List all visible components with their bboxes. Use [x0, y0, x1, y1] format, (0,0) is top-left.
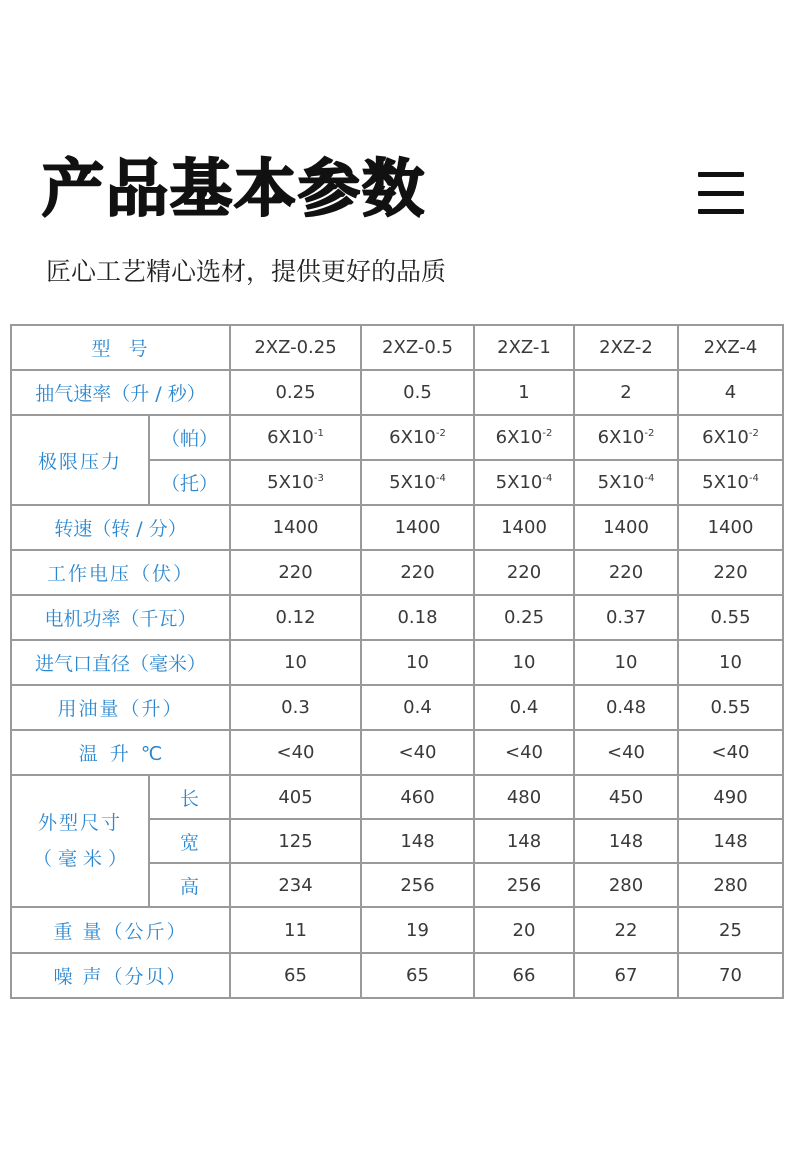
menu-bar-middle — [698, 191, 744, 196]
value-cell: <40 — [361, 730, 474, 775]
value-cell: 0.12 — [230, 595, 361, 640]
sub-label-height: 高 — [149, 863, 230, 907]
value-base: 6X10 — [389, 427, 436, 448]
value-cell: 256 — [474, 863, 574, 907]
dimensions-label-line1: 外型尺寸 — [37, 811, 122, 834]
table-row — [11, 775, 783, 819]
value-base: 5X10 — [267, 472, 314, 493]
model-cell: 2XZ-0.25 — [230, 325, 361, 370]
value-exp: -2 — [748, 428, 759, 439]
value-cell: 125 — [230, 819, 361, 863]
value-cell: <40 — [230, 730, 361, 775]
value-cell: 66 — [474, 953, 574, 998]
table-row — [11, 730, 783, 775]
row-label-model: 型 号 — [11, 325, 230, 370]
value-cell — [678, 460, 783, 505]
row-label-oil-volume: 用油量（升） — [11, 685, 230, 730]
value-cell: 0.4 — [361, 685, 474, 730]
value-cell: 0.37 — [574, 595, 678, 640]
page-title: 产品基本参数 — [42, 152, 427, 225]
value-cell: 0.4 — [474, 685, 574, 730]
value-cell: 220 — [574, 550, 678, 595]
table-row — [11, 685, 783, 730]
value-cell: 67 — [574, 953, 678, 998]
value-cell: 220 — [678, 550, 783, 595]
row-label-weight: 重 量（公斤） — [11, 907, 230, 953]
row-label-inlet-diameter: 进气口直径（毫米） — [11, 640, 230, 685]
table-row — [11, 640, 783, 685]
value-cell: 148 — [361, 819, 474, 863]
value-cell: 220 — [474, 550, 574, 595]
value-cell: 280 — [678, 863, 783, 907]
table-row — [11, 550, 783, 595]
hamburger-menu-icon[interactable] — [698, 172, 744, 214]
table-row-model — [11, 325, 783, 370]
value-exp: -4 — [542, 473, 553, 484]
value-exp: -3 — [313, 473, 324, 484]
value-cell: 4 — [678, 370, 783, 415]
sub-label-pa: （帕） — [149, 415, 230, 460]
value-exp: -2 — [435, 428, 446, 439]
value-cell: 1400 — [474, 505, 574, 550]
value-base: 5X10 — [389, 472, 436, 493]
value-cell: 10 — [230, 640, 361, 685]
value-cell: <40 — [574, 730, 678, 775]
value-exp: -4 — [748, 473, 759, 484]
value-cell: 10 — [474, 640, 574, 685]
value-cell: 0.25 — [230, 370, 361, 415]
row-label-rotation-speed: 转速（转 / 分） — [11, 505, 230, 550]
value-cell: 405 — [230, 775, 361, 819]
value-cell — [574, 415, 678, 460]
model-cell: 2XZ-4 — [678, 325, 783, 370]
table-row — [11, 415, 783, 460]
value-cell — [678, 415, 783, 460]
page-subtitle: 匠心工艺精心选材，提供更好的品质 — [46, 257, 447, 286]
value-base: 6X10 — [267, 427, 314, 448]
value-cell: 10 — [574, 640, 678, 685]
value-cell: 0.3 — [230, 685, 361, 730]
row-label-noise: 噪 声（分贝） — [11, 953, 230, 998]
model-cell: 2XZ-0.5 — [361, 325, 474, 370]
value-exp: -2 — [542, 428, 553, 439]
value-cell: 0.55 — [678, 685, 783, 730]
value-exp: -2 — [644, 428, 655, 439]
value-cell: 10 — [678, 640, 783, 685]
row-label-ultimate-pressure: 极限压力 — [11, 415, 149, 505]
spec-table — [10, 324, 784, 999]
value-cell: 490 — [678, 775, 783, 819]
value-cell: 25 — [678, 907, 783, 953]
value-cell: 0.18 — [361, 595, 474, 640]
value-cell: <40 — [474, 730, 574, 775]
value-cell: 1400 — [574, 505, 678, 550]
value-cell: 22 — [574, 907, 678, 953]
value-cell: 0.48 — [574, 685, 678, 730]
value-cell: 70 — [678, 953, 783, 998]
dimensions-label-line2: （ 毫 米 ） — [32, 848, 128, 870]
value-exp: -4 — [644, 473, 655, 484]
menu-bar-bottom — [698, 209, 744, 214]
value-cell — [574, 460, 678, 505]
row-label-temp-rise: 温 升 ℃ — [11, 730, 230, 775]
value-cell — [361, 415, 474, 460]
value-cell: 19 — [361, 907, 474, 953]
table-row — [11, 595, 783, 640]
value-cell — [230, 460, 361, 505]
value-cell: 148 — [678, 819, 783, 863]
value-cell: 220 — [361, 550, 474, 595]
value-cell: 460 — [361, 775, 474, 819]
value-cell: 234 — [230, 863, 361, 907]
sub-label-width: 宽 — [149, 819, 230, 863]
table-row — [11, 953, 783, 998]
table-row — [11, 370, 783, 415]
table-row — [11, 505, 783, 550]
value-cell: 1400 — [361, 505, 474, 550]
row-label-motor-power: 电机功率（千瓦） — [11, 595, 230, 640]
sub-label-torr: （托） — [149, 460, 230, 505]
value-exp: -1 — [313, 428, 324, 439]
value-exp: -4 — [435, 473, 446, 484]
sub-label-length: 长 — [149, 775, 230, 819]
value-cell: <40 — [678, 730, 783, 775]
value-cell: 450 — [574, 775, 678, 819]
value-base: 6X10 — [597, 427, 645, 448]
value-cell: 148 — [474, 819, 574, 863]
value-base: 6X10 — [495, 427, 543, 448]
value-cell: 0.25 — [474, 595, 574, 640]
value-cell: 1 — [474, 370, 574, 415]
value-cell: 11 — [230, 907, 361, 953]
value-cell — [474, 460, 574, 505]
row-label-pumping-speed: 抽气速率（升 / 秒） — [11, 370, 230, 415]
value-cell: 0.5 — [361, 370, 474, 415]
value-cell — [230, 415, 361, 460]
value-cell: 65 — [361, 953, 474, 998]
value-cell: 20 — [474, 907, 574, 953]
value-cell: 148 — [574, 819, 678, 863]
value-cell: 256 — [361, 863, 474, 907]
value-cell: 220 — [230, 550, 361, 595]
value-cell: 280 — [574, 863, 678, 907]
table-row — [11, 907, 783, 953]
row-label-dimensions — [11, 775, 149, 907]
value-cell: 1400 — [230, 505, 361, 550]
value-base: 5X10 — [495, 472, 543, 493]
value-cell — [474, 415, 574, 460]
model-cell: 2XZ-2 — [574, 325, 678, 370]
value-base: 5X10 — [597, 472, 645, 493]
value-cell: 10 — [361, 640, 474, 685]
model-cell: 2XZ-1 — [474, 325, 574, 370]
value-base: 6X10 — [702, 427, 749, 448]
value-cell: 65 — [230, 953, 361, 998]
value-base: 5X10 — [702, 472, 749, 493]
row-label-voltage: 工作电压（伏） — [11, 550, 230, 595]
value-cell: 0.55 — [678, 595, 783, 640]
menu-bar-top — [698, 172, 744, 177]
value-cell: 1400 — [678, 505, 783, 550]
value-cell — [361, 460, 474, 505]
value-cell: 2 — [574, 370, 678, 415]
value-cell: 480 — [474, 775, 574, 819]
